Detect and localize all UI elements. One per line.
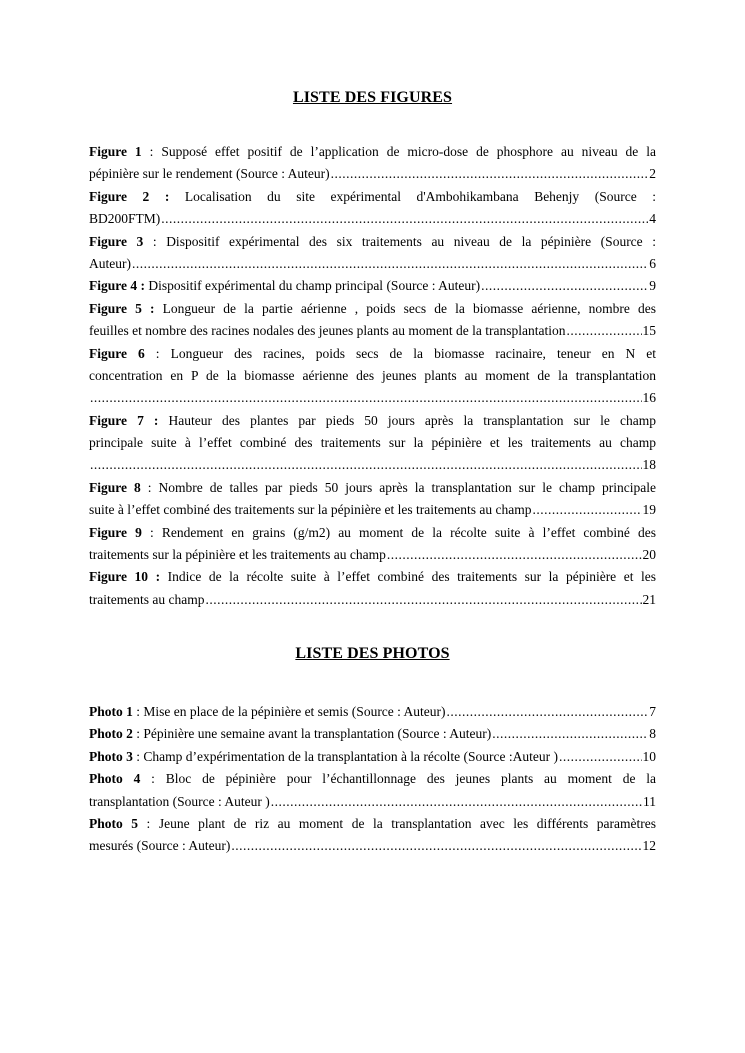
figure-leader-line: [89, 499, 656, 521]
photo-leader-text: Photo 1 : Mise en place de la pépinière et semis (Source : Auteur): [89, 704, 446, 719]
figure-text-line: Figure 2 : Localisation du site expérimental d'Ambohikambana Behenjy (Source :: [89, 188, 656, 204]
figure-text-line: Figure 9 : Rendement en grains (g/m2) au moment de la récolte suite à l’effet combiné des: [89, 524, 656, 540]
figure-entry[interactable]: [89, 275, 656, 297]
photo-leader-line: [89, 701, 656, 723]
figure-entry[interactable]: [89, 231, 656, 276]
figure-page-number: 18: [642, 457, 656, 473]
figure-text-line: Figure 6 : Longueur des racines, poids secs de la biomasse racinaire, teneur en N et: [89, 345, 656, 361]
figure-entry[interactable]: [89, 343, 656, 410]
photo-label: Photo 2: [89, 726, 133, 742]
figure-label: Figure 10 :: [89, 569, 161, 585]
photo-text-line: Photo 4 : Bloc de pépinière pour l’échantillonnage des jeunes plants au moment de la: [89, 771, 656, 787]
figure-text-line: Figure 7 : Hauteur des plantes par pieds 50 jours après la transplantation sur le champ: [89, 412, 656, 428]
figure-leader-text: traitements au champ: [89, 591, 205, 607]
photos-list: [89, 701, 656, 858]
dot-leader: [532, 499, 641, 521]
figure-entry[interactable]: [89, 186, 656, 231]
figure-text-line: principale suite à l’effet combiné des traitements sur la pépinière et les traitements au champ: [89, 435, 656, 451]
dot-leader: [132, 253, 648, 275]
dot-leader: [492, 723, 648, 745]
photo-leader-line: [89, 723, 656, 745]
dot-leader: [231, 835, 641, 857]
figure-label: Figure 3: [89, 233, 144, 249]
figure-label: Figure 7 :: [89, 412, 159, 428]
figure-text-line: Figure 5 : Longueur de la partie aérienne , poids secs de la biomasse aérienne, nombre des: [89, 300, 656, 316]
photo-leader-text: mesurés (Source : Auteur): [89, 838, 231, 854]
figure-entry[interactable]: [89, 566, 656, 611]
photo-leader-line: [89, 791, 656, 813]
figure-page-number: 21: [642, 591, 656, 607]
figure-text-line: concentration en P de la biomasse aérienne des jeunes plants au moment de la transplantation: [89, 367, 656, 383]
figure-leader-line: [89, 387, 656, 409]
figure-leader-line: [89, 454, 656, 476]
figure-label: Figure 5 :: [89, 300, 155, 316]
dot-leader: [90, 454, 642, 476]
figure-leader-line: [89, 275, 656, 297]
figure-entry[interactable]: [89, 477, 656, 522]
photo-entry[interactable]: [89, 746, 656, 768]
figure-text-line: Figure 10 : Indice de la récolte suite à l’effet combiné des traitements sur la pépinière et les: [89, 569, 656, 585]
photo-text-line: Photo 5 : Jeune plant de riz au moment de la transplantation avec les différents paramètres: [89, 815, 656, 831]
figure-label: Figure 8: [89, 479, 141, 495]
figure-page-number: 4: [649, 211, 656, 227]
figure-page-number: 9: [649, 278, 656, 294]
figures-list-title: LISTE DES FIGURES: [292, 89, 453, 106]
photo-entry[interactable]: [89, 768, 656, 813]
figure-label: Figure 6: [89, 345, 145, 361]
photo-page-number: 7: [649, 704, 656, 719]
figure-text-line: Figure 1 : Supposé effet positif de l’application de micro-dose de phosphore au niveau de la: [89, 144, 656, 159]
figure-page-number: 19: [642, 502, 656, 518]
photo-leader-text: transplantation (Source : Auteur ): [89, 793, 270, 809]
photo-leader-text: Photo 2 : Pépinière une semaine avant la transplantation (Source : Auteur): [89, 726, 492, 742]
figure-label: Figure 2 :: [89, 188, 170, 204]
figure-page-number: 15: [642, 323, 656, 339]
figures-list: [89, 141, 656, 611]
photo-label: Photo 5: [89, 815, 139, 831]
figure-entry[interactable]: [89, 141, 656, 186]
dot-leader: [90, 387, 642, 409]
figure-leader-line: [89, 589, 656, 611]
figure-page-number: 6: [649, 255, 656, 271]
photo-label: Photo 1: [89, 704, 133, 719]
figure-entry[interactable]: [89, 410, 656, 477]
photo-leader-line: [89, 746, 656, 768]
figure-page-number: 16: [642, 390, 656, 406]
figure-leader-line: [89, 544, 656, 566]
figure-page-number: 2: [649, 166, 656, 182]
figure-label: Figure 9: [89, 524, 142, 540]
figure-label: Figure 4 :: [89, 278, 145, 294]
figure-leader-text: pépinière sur le rendement (Source : Auteur): [89, 166, 330, 182]
figure-entry[interactable]: [89, 522, 656, 567]
figure-leader-text: suite à l’effet combiné des traitements sur la pépinière et les traitements au champ: [89, 502, 532, 518]
dot-leader: [271, 791, 642, 813]
photo-entry[interactable]: [89, 701, 656, 723]
photo-label: Photo 3: [89, 748, 133, 764]
figure-leader-line: [89, 208, 656, 230]
photo-page-number: 11: [643, 793, 656, 809]
photos-list-title: LISTE DES PHOTOS: [295, 645, 450, 662]
dot-leader: [566, 320, 641, 342]
figure-leader-line: [89, 320, 656, 342]
figure-leader-text: Figure 4 : Dispositif expérimental du champ principal (Source : Auteur): [89, 278, 481, 294]
photo-page-number: 12: [642, 838, 656, 854]
figure-page-number: 20: [642, 547, 656, 563]
figure-text-line: Figure 8 : Nombre de talles par pieds 50 jours après la transplantation sur le champ principale: [89, 479, 656, 495]
dot-leader: [331, 163, 649, 185]
figure-leader-text: BD200FTM): [89, 211, 161, 227]
dot-leader: [205, 589, 641, 611]
dot-leader: [481, 275, 648, 297]
figure-text-line: Figure 3 : Dispositif expérimental des six traitements au niveau de la pépinière (Source :: [89, 233, 656, 249]
photo-page-number: 8: [649, 726, 656, 742]
photo-label: Photo 4: [89, 771, 141, 787]
photo-page-number: 10: [642, 748, 656, 764]
figure-leader-text: traitements sur la pépinière et les traitements au champ: [89, 547, 386, 563]
photo-leader-line: [89, 835, 656, 857]
figure-leader-line: [89, 253, 656, 275]
dot-leader: [559, 746, 642, 768]
figure-leader-text: Auteur): [89, 255, 131, 271]
figure-leader-text: feuilles et nombre des racines nodales des jeunes plants au moment de la transplantation: [89, 323, 566, 339]
photo-entry[interactable]: [89, 813, 656, 858]
figure-entry[interactable]: [89, 298, 656, 343]
figure-leader-line: [89, 163, 656, 185]
photo-leader-text: Photo 3 : Champ d’expérimentation de la transplantation à la récolte (Source :Auteur ): [89, 748, 558, 764]
figure-label: Figure 1: [89, 144, 142, 159]
dot-leader: [387, 544, 642, 566]
photo-entry[interactable]: [89, 723, 656, 745]
dot-leader: [161, 208, 648, 230]
dot-leader: [447, 701, 649, 723]
